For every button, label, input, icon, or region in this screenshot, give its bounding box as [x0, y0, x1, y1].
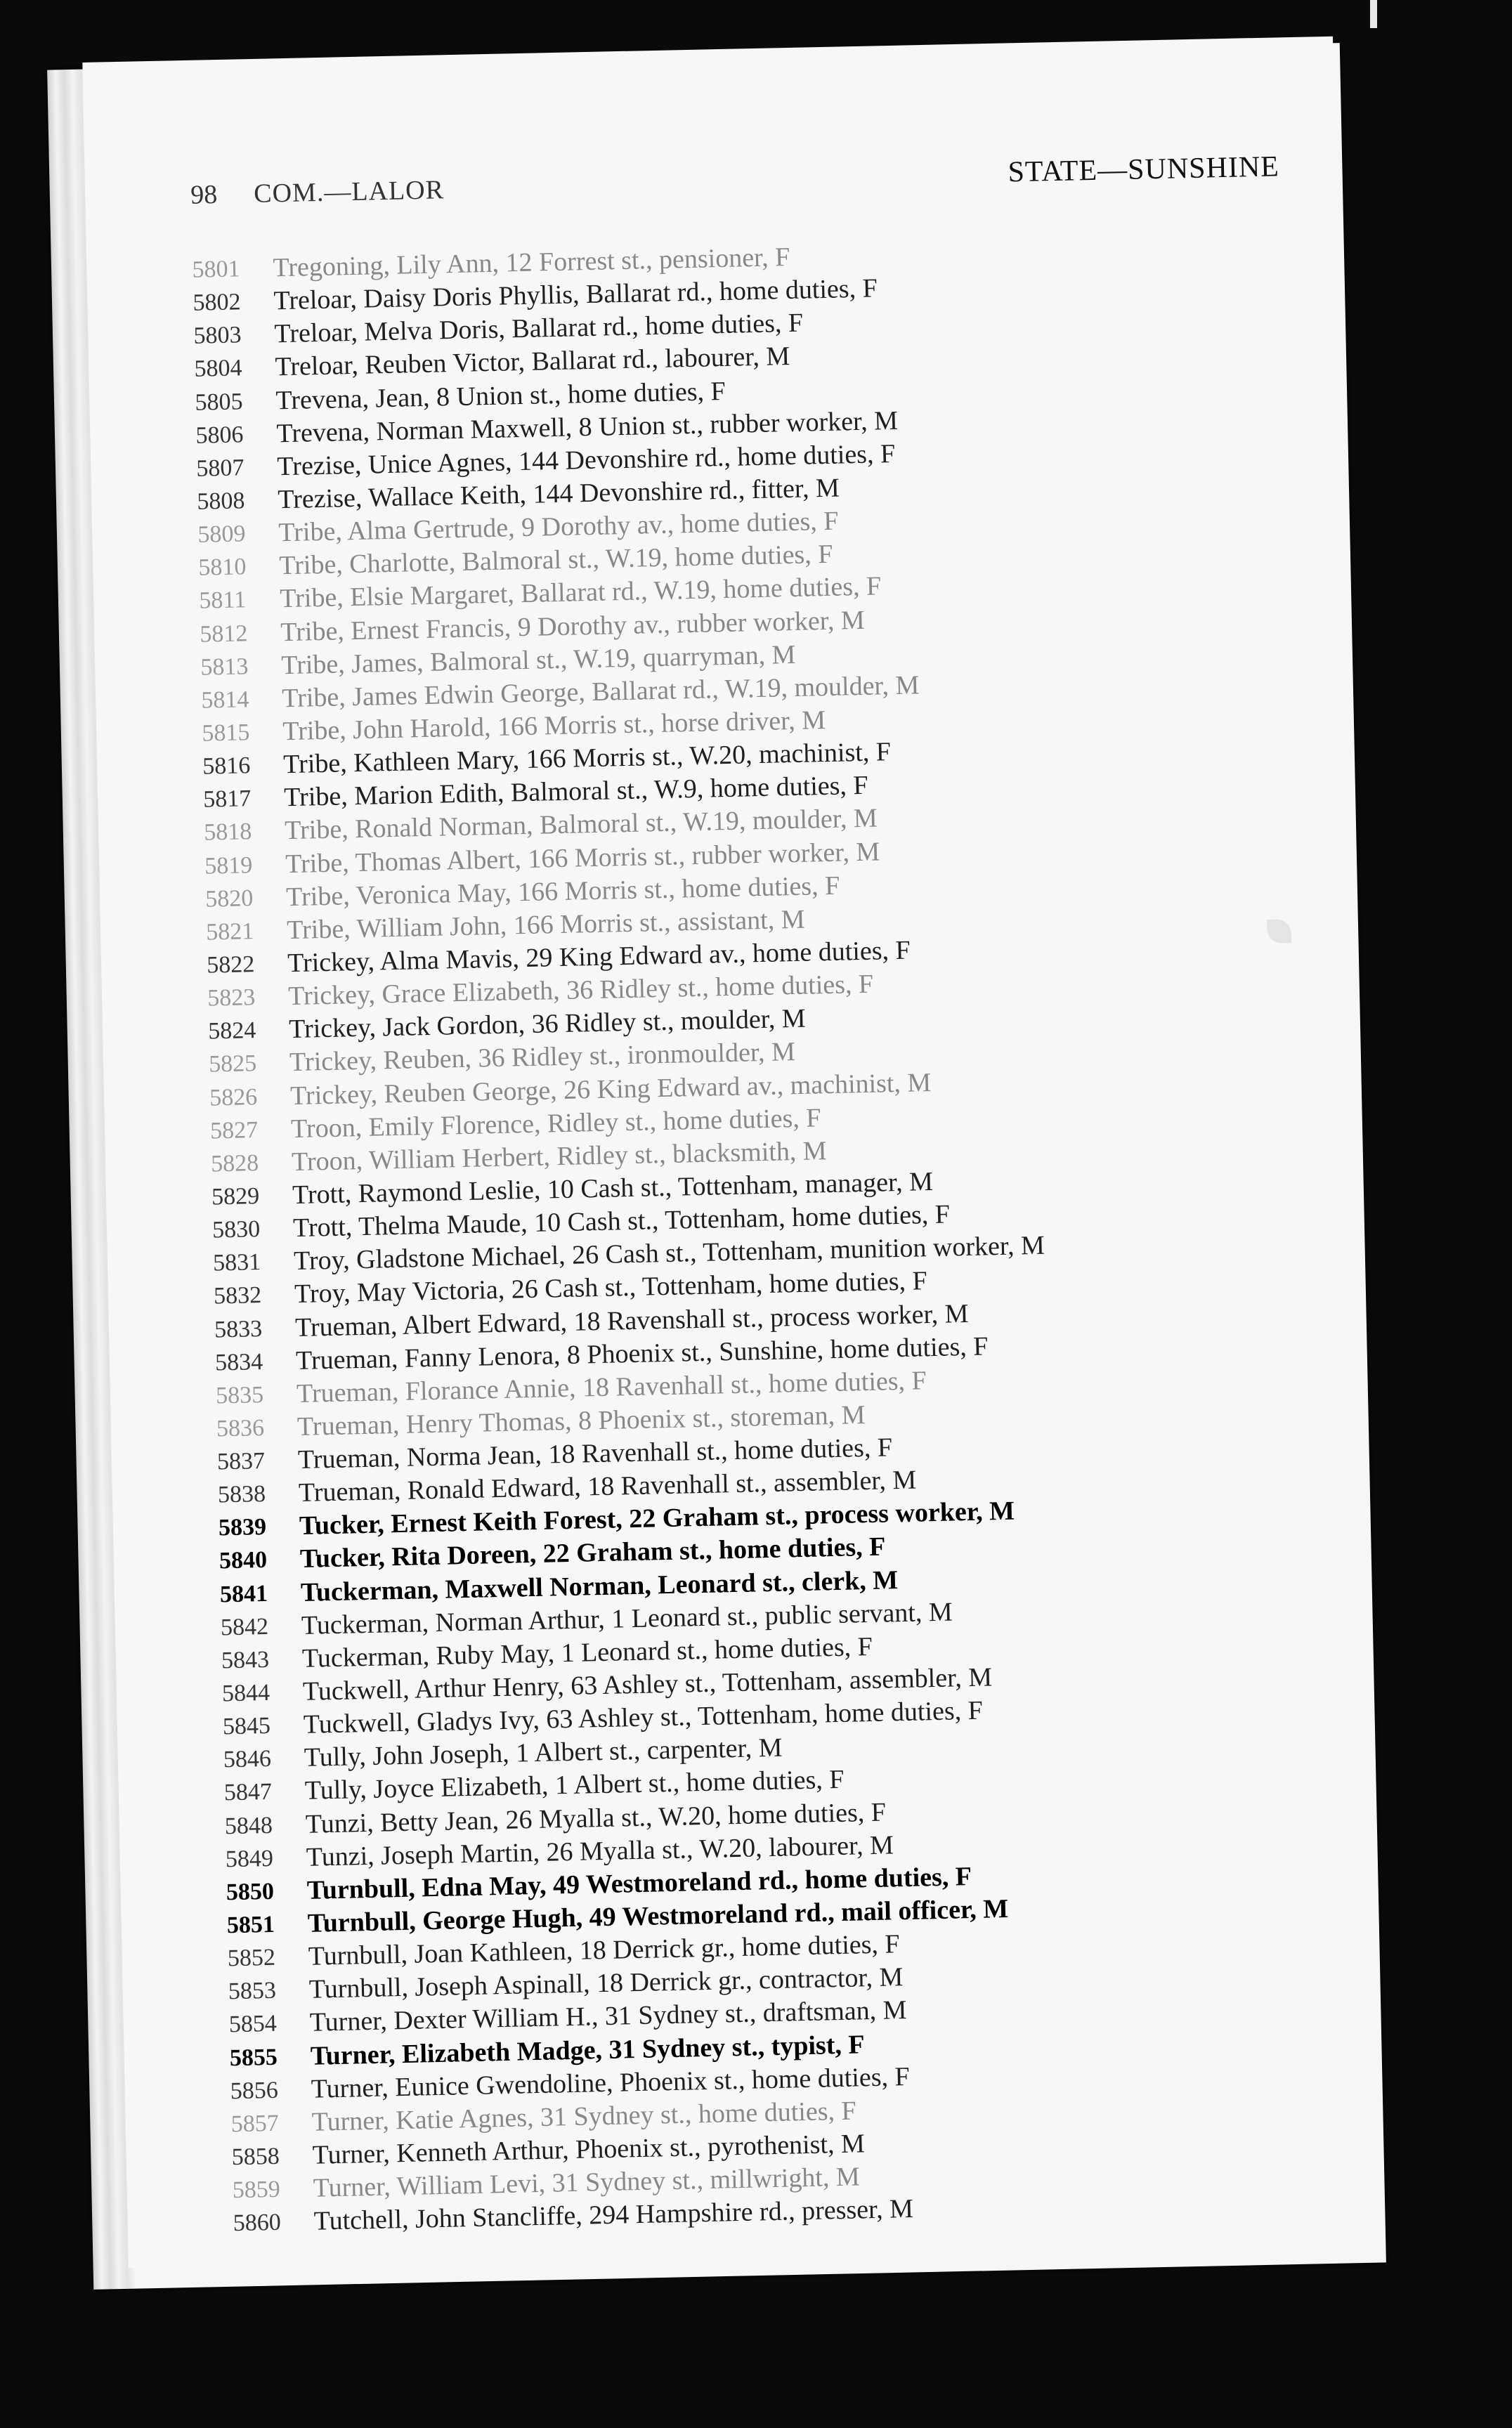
entry-number: 5832: [213, 1282, 262, 1310]
entry-text: Tribe, Thomas Albert, 166 Morris st., rubber worker, M: [285, 836, 880, 879]
entry-number: 5818: [203, 818, 252, 846]
section-name: STATE—SUNSHINE: [1008, 150, 1280, 189]
film-edge: [1370, 0, 1377, 28]
entry-text: Tuckwell, Gladys Ivy, 63 Ashley st., Tottenham, home duties, F: [303, 1695, 984, 1740]
entry-number: 5836: [216, 1414, 265, 1442]
entry-number: 5842: [220, 1613, 269, 1641]
entry-number: 5805: [195, 388, 243, 416]
entry-text: Tucker, Rita Doreen, 22 Graham st., home duties, F: [299, 1532, 886, 1574]
entry-text: Tribe, Veronica May, 166 Morris st., home duties, F: [285, 870, 840, 912]
entry-text: Treloar, Melva Doris, Ballarat rd., home duties, F: [274, 308, 804, 349]
entry-number: 5848: [224, 1812, 273, 1839]
entry-number: 5860: [233, 2210, 282, 2237]
entry-number: 5801: [192, 256, 240, 283]
entry-text: Turner, Katie Agnes, 31 Sydney st., home duties, F: [311, 2096, 857, 2137]
entry-number: 5821: [205, 918, 254, 946]
entry-text: Tribe, Elsie Margaret, Ballarat rd., W.19, home duties, F: [279, 571, 882, 614]
entry-text: Trickey, Grace Elizabeth, 36 Ridley st., home duties, F: [287, 969, 874, 1012]
entry-number: 5809: [197, 521, 246, 548]
entry-number: 5838: [217, 1481, 266, 1508]
entry-text: Troon, William Herbert, Ridley st., blacksmith, M: [291, 1135, 828, 1177]
entry-number: 5841: [219, 1580, 268, 1607]
entry-text: Tutchell, John Stancliffe, 294 Hampshire rd., presser, M: [313, 2194, 914, 2237]
entry-text: Trott, Thelma Maude, 10 Cash st., Tottenham, home duties, F: [292, 1199, 951, 1244]
entry-number: 5827: [209, 1116, 259, 1144]
entry-text: Tuckerman, Maxwell Norman, Leonard st., clerk, M: [300, 1565, 899, 1607]
entry-text: Trickey, Reuben, 36 Ridley st., ironmoulder, M: [289, 1037, 796, 1078]
entry-number: 5819: [204, 851, 253, 880]
entry-text: Trezise, Wallace Keith, 144 Devonshire rd., fitter, M: [277, 473, 840, 515]
entry-number: 5857: [230, 2110, 280, 2138]
entry-number: 5831: [212, 1249, 261, 1277]
entry-number: 5837: [216, 1448, 266, 1475]
entry-text: Trueman, Ronald Edward, 18 Ravenhall st., assembler, M: [298, 1465, 917, 1508]
entry-number: 5829: [211, 1183, 260, 1210]
entry-text: Tucker, Ernest Keith Forest, 22 Graham st., process worker, M: [299, 1496, 1015, 1541]
entry-text: Tribe, Alma Gertrude, 9 Dorothy av., home duties, F: [278, 506, 839, 548]
entry-number: 5813: [200, 653, 249, 681]
entry-text: Tribe, Ronald Norman, Balmoral st., W.19, moulder, M: [284, 803, 878, 846]
entry-number: 5804: [194, 355, 242, 383]
entry-text: Trezise, Unice Agnes, 144 Devonshire rd., home duties, F: [276, 438, 896, 482]
entry-text: Tuckerman, Ruby May, 1 Leonard st., home duties, F: [301, 1631, 873, 1673]
entry-number: 5828: [210, 1149, 259, 1177]
entry-text: Turner, Dexter William H., 31 Sydney st., draftsman, M: [309, 1995, 907, 2038]
entry-text: Trickey, Jack Gordon, 36 Ridley st., moulder, M: [288, 1003, 807, 1045]
entry-number: 5816: [202, 752, 251, 780]
entry-number: 5803: [193, 322, 242, 350]
entry-text: Treloar, Reuben Victor, Ballarat rd., labourer, M: [275, 341, 790, 382]
entry-text: Turnbull, Joseph Aspinall, 18 Derrick gr., contractor, M: [308, 1962, 904, 2005]
entry-text: Troy, Gladstone Michael, 26 Cash st., Tottenham, munition worker, M: [293, 1230, 1045, 1277]
entry-number: 5856: [230, 2077, 279, 2104]
page-header: [85, 150, 1336, 224]
entry-number: 5846: [223, 1746, 272, 1773]
entry-text: Tully, Joyce Elizabeth, 1 Albert st., home duties, F: [304, 1765, 845, 1806]
entry-number: 5812: [200, 620, 248, 648]
entry-text: Trueman, Albert Edward, 18 Ravenshall st., process worker, M: [294, 1298, 969, 1343]
entry-number: 5824: [207, 1017, 256, 1045]
entry-number: 5840: [219, 1547, 268, 1574]
entry-number: 5852: [227, 1945, 276, 1972]
entry-text: Tuckerman, Norman Arthur, 1 Leonard st., public servant, M: [301, 1597, 953, 1640]
entry-number: 5825: [208, 1050, 257, 1078]
entry-text: Tribe, James Edwin George, Ballarat rd., W.19, moulder, M: [281, 670, 920, 714]
entry-text: Trevena, Norman Maxwell, 8 Union st., rubber worker, M: [275, 405, 899, 449]
entry-text: Troon, Emily Florence, Ridley st., home duties, F: [290, 1102, 821, 1144]
entry-number: 5808: [197, 488, 245, 515]
entry-number: 5834: [214, 1348, 263, 1376]
entry-text: Trueman, Henry Thomas, 8 Phoenix st., storeman, M: [296, 1400, 866, 1442]
entry-number: 5859: [232, 2176, 281, 2204]
entry-number: 5802: [193, 289, 241, 316]
entry-number: 5833: [214, 1315, 263, 1343]
entry-number: 5815: [201, 719, 250, 747]
entry-text: Tribe, John Harold, 166 Morris st., horse driver, M: [282, 705, 826, 747]
entry-text: Treloar, Daisy Doris Phyllis, Ballarat rd., home duties, F: [273, 273, 878, 316]
entry-number: 5853: [228, 1978, 277, 2005]
entry-text: Tribe, Marion Edith, Balmoral st., W.9, home duties, F: [283, 771, 868, 813]
entry-number: 5849: [225, 1845, 274, 1873]
entry-text: Trueman, Fanny Lenora, 8 Phoenix st., Sunshine, home duties, F: [295, 1331, 989, 1376]
entry-text: Tunzi, Joseph Martin, 26 Myalla st., W.20, labourer, M: [306, 1830, 894, 1872]
entry-number: 5845: [222, 1713, 271, 1740]
entry-number: 5817: [202, 785, 252, 813]
entry-text: Turner, Elizabeth Madge, 31 Sydney st., typist, F: [310, 2029, 866, 2071]
entry-number: 5855: [229, 2044, 278, 2071]
entry-number: 5843: [221, 1646, 270, 1674]
entry-number: 5851: [226, 1911, 275, 1939]
entry-text: Turnbull, Joan Kathleen, 18 Derrick gr., home duties, F: [308, 1929, 900, 1972]
entry-text: Troy, May Victoria, 26 Cash st., Tottenham, home duties, F: [294, 1266, 928, 1310]
entry-number: 5811: [199, 587, 247, 615]
entry-number: 5850: [226, 1878, 275, 1906]
entry-number: 5839: [218, 1514, 267, 1541]
entry-text: Tully, John Joseph, 1 Albert st., carpenter, M: [304, 1732, 783, 1773]
entry-number: 5835: [215, 1381, 264, 1409]
entry-text: Trueman, Norma Jean, 18 Ravenhall st., home duties, F: [297, 1432, 893, 1475]
entry-text: Turner, Kenneth Arthur, Phoenix st., pyrothenist, M: [312, 2129, 866, 2170]
entry-text: Tribe, Charlotte, Balmoral st., W.19, home duties, F: [278, 540, 833, 581]
entry-number: 5844: [221, 1679, 271, 1707]
entry-text: Trott, Raymond Leslie, 10 Cash st., Tottenham, manager, M: [292, 1166, 934, 1210]
entry-text: Tribe, Kathleen Mary, 166 Morris st., W.20, machinist, F: [282, 737, 892, 780]
entry-text: Trueman, Florance Annie, 18 Ravenhall st., home duties, F: [296, 1366, 927, 1409]
entry-text: Turnbull, George Hugh, 49 Westmoreland rd., mail officer, M: [307, 1893, 1009, 1938]
entry-number: 5858: [231, 2143, 280, 2171]
entry-number: 5810: [198, 554, 247, 581]
entry-number: 5847: [223, 1779, 273, 1806]
entry-number: 5823: [207, 984, 256, 1012]
entry-number: 5854: [228, 2011, 278, 2038]
entry-text: Tribe, William John, 166 Morris st., assistant, M: [286, 904, 805, 945]
entry-text: Tunzi, Betty Jean, 26 Myalla st., W.20, home duties, F: [305, 1797, 887, 1839]
entry-number: 5807: [196, 455, 245, 482]
page-number: 98: [190, 180, 218, 210]
entry-list: [192, 230, 1357, 2240]
entry-text: Trickey, Alma Mavis, 29 King Edward av., home duties, F: [287, 935, 911, 979]
entry-text: Tregoning, Lily Ann, 12 Forrest st., pensioner, F: [273, 242, 790, 283]
entry-number: 5822: [206, 951, 255, 979]
entry-text: Turner, William Levi, 31 Sydney st., millwright, M: [313, 2162, 861, 2203]
entry-text: Turnbull, Edna May, 49 Westmoreland rd., home duties, F: [306, 1861, 972, 1905]
entry-text: Trevena, Jean, 8 Union st., home duties, F: [275, 376, 726, 415]
directory-page: [82, 37, 1379, 2269]
entry-number: 5830: [211, 1216, 261, 1244]
entry-text: Trickey, Reuben George, 26 King Edward av., machinist, M: [289, 1067, 932, 1111]
entry-number: 5826: [209, 1083, 258, 1111]
entry-text: Tribe, James, Balmoral st., W.19, quarryman, M: [280, 639, 796, 680]
entry-text: Tribe, Ernest Francis, 9 Dorothy av., rubber worker, M: [280, 605, 866, 647]
entry-number: 5806: [195, 422, 244, 449]
section-range: COM.—LALOR: [253, 175, 445, 209]
entry-text: Turner, Eunice Gwendoline, Phoenix st., home duties, F: [311, 2061, 911, 2104]
entry-number: 5814: [200, 686, 249, 714]
entry-text: Tuckwell, Arthur Henry, 63 Ashley st., Tottenham, assembler, M: [302, 1662, 993, 1706]
entry-number: 5820: [204, 885, 254, 913]
